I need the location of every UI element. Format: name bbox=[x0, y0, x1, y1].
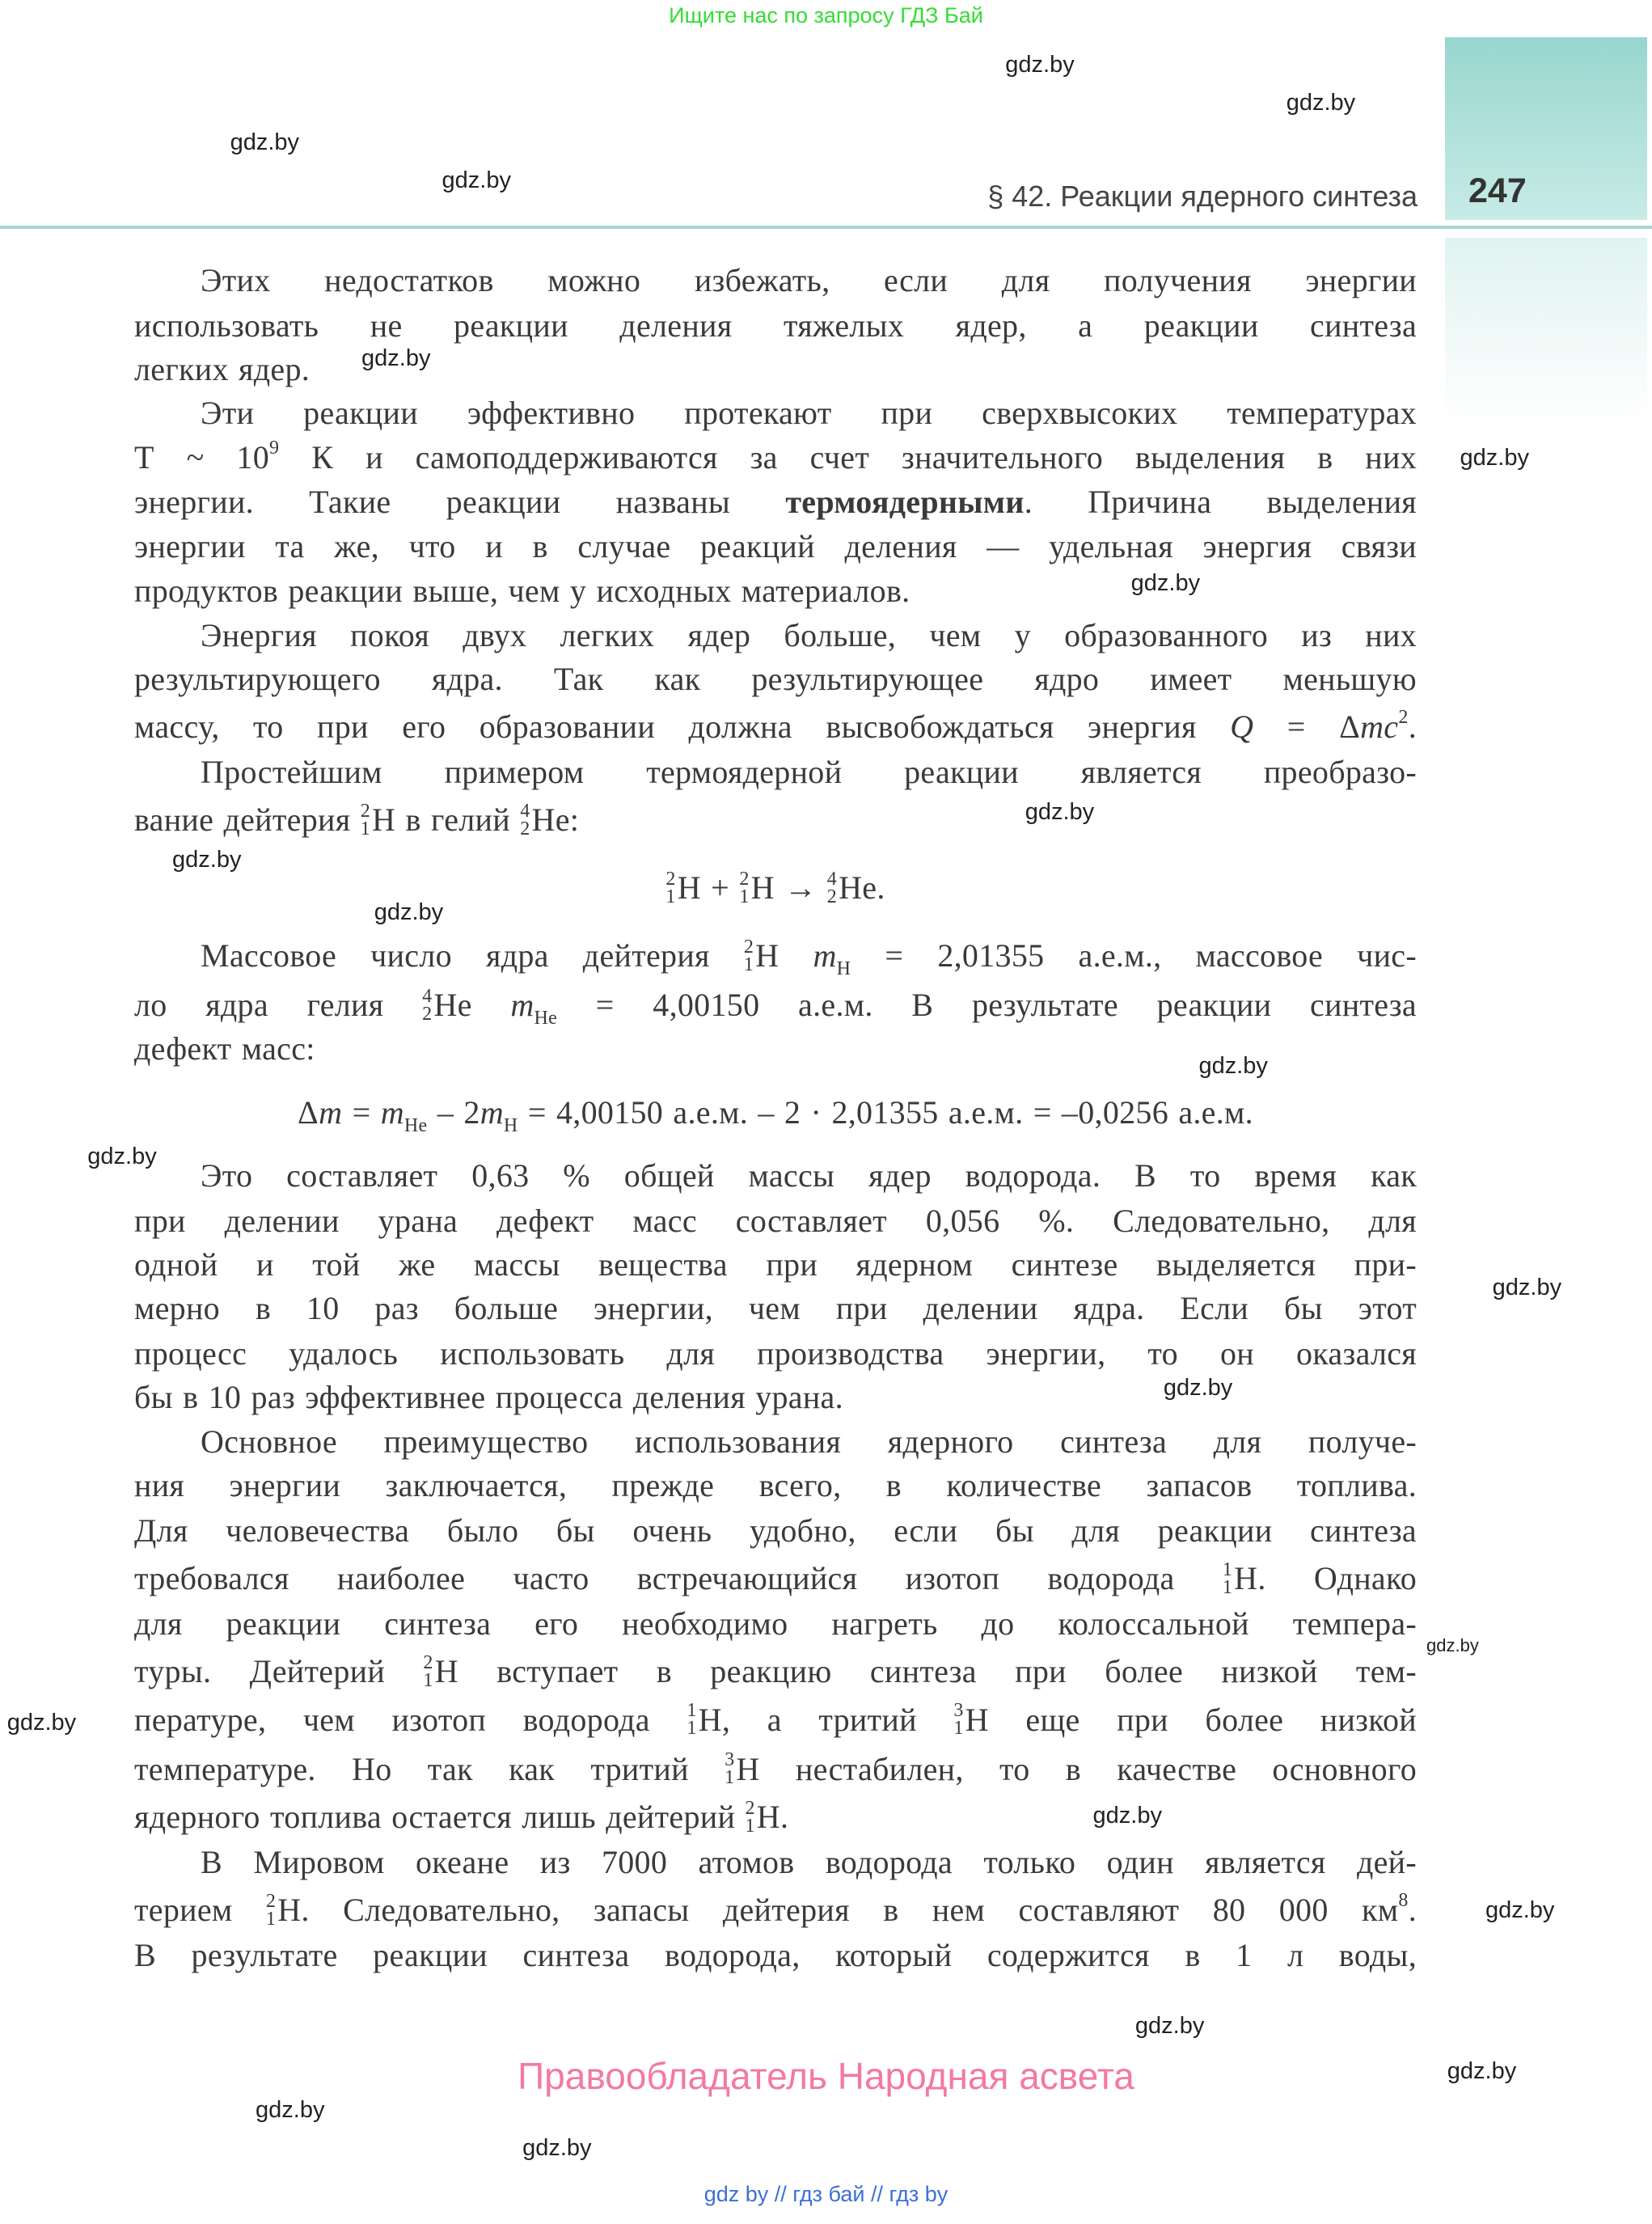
text-run: Массовое число ядра дейтерия bbox=[201, 937, 744, 974]
nuclide-numbers bbox=[744, 938, 754, 974]
text-line bbox=[134, 1888, 1417, 1933]
text-run: легких ядер. bbox=[134, 351, 311, 388]
atomic-number: 2 bbox=[520, 818, 530, 840]
text-run: вступает в реакцию синтеза при более низкой тем- bbox=[458, 1653, 1417, 1690]
nuclide-numbers bbox=[1222, 1558, 1233, 1598]
nuclide-symbol bbox=[361, 797, 396, 843]
nuclide-numbers bbox=[361, 802, 370, 838]
math-variable: m bbox=[380, 1093, 404, 1131]
text-line bbox=[134, 1419, 1417, 1465]
text-line bbox=[134, 1199, 1417, 1244]
nuclide-numbers bbox=[665, 870, 675, 906]
element-symbol: H bbox=[756, 1799, 780, 1836]
watermark: gdz.by bbox=[1005, 52, 1075, 78]
text-line bbox=[134, 569, 1417, 614]
text-line bbox=[134, 1649, 1417, 1694]
text-run: = 4,00150 а.е.м. – 2 · 2,01355 а.е.м. = –0,0256 а.е.м. bbox=[518, 1093, 1253, 1131]
mass-number: 4 bbox=[422, 985, 433, 1007]
text-run: = Δ bbox=[1253, 708, 1361, 745]
text-run: + bbox=[700, 869, 740, 907]
text-line bbox=[134, 1747, 1417, 1792]
superscript: 2 bbox=[1398, 707, 1409, 728]
math-variable: m bbox=[510, 987, 534, 1023]
mass-number: 2 bbox=[423, 1652, 433, 1673]
watermark: gdz.by bbox=[1485, 1897, 1555, 1924]
atomic-number: 1 bbox=[743, 953, 754, 975]
text-line bbox=[134, 704, 1417, 750]
text-line bbox=[134, 933, 1417, 979]
subscript: He bbox=[534, 1008, 558, 1029]
text-run: Для человечества было бы очень удобно, если бы для реакции синтеза bbox=[134, 1512, 1417, 1549]
mass-number: 2 bbox=[739, 868, 750, 890]
text-run: : bbox=[569, 801, 580, 839]
nuclide-symbol bbox=[423, 1649, 458, 1694]
nuclide-symbol bbox=[744, 933, 780, 979]
text-run: ния энергии заключается, прежде всего, в количестве запасов топлива. bbox=[134, 1466, 1417, 1503]
equation bbox=[134, 865, 1417, 911]
text-run: пературе, чем изотоп водорода bbox=[134, 1701, 687, 1738]
text-line bbox=[134, 1556, 1417, 1601]
nuclide-symbol bbox=[687, 1698, 722, 1743]
text-run: Это составляет 0,63 % общей массы ядер водорода. В то время как bbox=[201, 1157, 1417, 1194]
math-variable: m bbox=[480, 1093, 504, 1131]
page-number: 247 bbox=[1468, 171, 1527, 210]
text-run: при делении урана дефект масс составляет 0,056 %. Следовательно, для bbox=[134, 1203, 1417, 1240]
text-run: Простейшим примером термоядерной реакции является преобразо- bbox=[201, 753, 1417, 790]
element-symbol: H bbox=[755, 937, 780, 974]
math-variable: Q bbox=[1230, 708, 1254, 745]
element-symbol: H bbox=[698, 1701, 722, 1738]
text-run: массу, то при его образовании должна высвобождаться энергия bbox=[134, 708, 1231, 745]
text-run: В Мировом океане из 7000 атомов водорода только один является дей- bbox=[201, 1843, 1417, 1880]
equation bbox=[134, 1090, 1417, 1135]
superscript: 9 bbox=[269, 437, 280, 459]
text-run bbox=[472, 987, 511, 1023]
nuclide-numbers bbox=[745, 1799, 754, 1835]
atomic-number: 1 bbox=[687, 1718, 697, 1740]
element-symbol: H bbox=[277, 1892, 302, 1929]
text-run: температуре. Но так как тритий bbox=[134, 1750, 725, 1787]
watermark: gdz.by bbox=[1163, 1375, 1233, 1402]
text-run: результирующего ядра. Так как результирующее ядро имеет меньшую bbox=[134, 660, 1417, 697]
text-run: К и самоподдерживаются за счет значительного выделения в них bbox=[279, 438, 1418, 476]
nuclide-numbers bbox=[266, 1892, 276, 1928]
text-line bbox=[134, 750, 1417, 795]
mass-number: 4 bbox=[826, 868, 838, 890]
atomic-number: 1 bbox=[265, 1909, 277, 1930]
nuclide-numbers bbox=[423, 1654, 433, 1689]
text-run: продуктов реакции выше, чем у исходных материалов. bbox=[134, 573, 911, 610]
mass-number: 4 bbox=[520, 801, 530, 822]
nuclide-symbol bbox=[422, 983, 472, 1028]
text-line bbox=[134, 391, 1417, 436]
watermark: gdz.by bbox=[256, 2096, 325, 2123]
text-line bbox=[134, 1508, 1417, 1554]
text-run: = bbox=[342, 1093, 381, 1131]
nuclide-symbol bbox=[953, 1698, 989, 1743]
bold-term: термоядерными bbox=[785, 484, 1025, 521]
text-line bbox=[134, 1463, 1417, 1508]
running-title: § 42. Реакции ядерного синтеза bbox=[987, 180, 1418, 213]
text-run: бы в 10 раз эффективнее процесса деления урана. bbox=[134, 1379, 843, 1416]
text-run: , а тритий bbox=[721, 1701, 954, 1738]
text-line bbox=[134, 1840, 1417, 1885]
text-line bbox=[134, 657, 1417, 702]
text-line bbox=[134, 303, 1417, 349]
text-line bbox=[134, 1331, 1417, 1376]
watermark: gdz.by bbox=[1286, 90, 1356, 116]
text-run: = 4,00150 а.е.м. В результате реакции синтеза bbox=[557, 987, 1417, 1023]
text-run: терием bbox=[134, 1892, 266, 1929]
nuclide-symbol bbox=[827, 865, 877, 911]
atomic-number: 1 bbox=[665, 886, 676, 907]
watermark: gdz.by bbox=[1460, 444, 1529, 471]
margin-decoration bbox=[1445, 238, 1647, 424]
math-variable: mc bbox=[1360, 708, 1399, 745]
text-run: . Однако bbox=[1257, 1559, 1417, 1596]
atomic-number: 1 bbox=[725, 1767, 735, 1789]
watermark: gdz.by bbox=[1198, 1053, 1268, 1080]
nuclide-symbol bbox=[725, 1747, 760, 1792]
text-run: . Следовательно, запасы дейтерия в нем составляют 80 000 км bbox=[301, 1892, 1399, 1929]
text-line bbox=[134, 613, 1417, 658]
element-symbol: H bbox=[434, 1653, 458, 1690]
text-line bbox=[134, 1242, 1417, 1287]
watermark: gdz.by bbox=[1092, 1803, 1162, 1829]
text-run: еще при более низкой bbox=[988, 1701, 1417, 1738]
element-symbol: H bbox=[965, 1701, 989, 1738]
text-run bbox=[779, 937, 813, 974]
element-symbol: He bbox=[839, 869, 877, 907]
text-run: использовать не реакции деления тяжелых ядер, а реакции синтеза bbox=[134, 307, 1417, 345]
nuclide-symbol bbox=[745, 1795, 780, 1840]
text-run: Δ bbox=[298, 1093, 319, 1131]
text-run: мерно в 10 раз больше энергии, чем при делении ядра. Если бы этот bbox=[134, 1290, 1417, 1327]
text-line bbox=[134, 797, 1417, 843]
text-run: энергии. Такие реакции названы bbox=[134, 484, 786, 521]
mass-number: 2 bbox=[743, 936, 754, 958]
text-line bbox=[134, 480, 1417, 525]
element-symbol: He bbox=[433, 987, 472, 1023]
atomic-number: 2 bbox=[422, 1003, 433, 1025]
text-run: для реакции синтеза его необходимо нагреть до колоссальной темпера- bbox=[134, 1605, 1417, 1642]
nuclide-numbers bbox=[725, 1749, 735, 1789]
text-line bbox=[134, 258, 1417, 303]
text-run: – 2 bbox=[427, 1093, 480, 1131]
text-run: Этих недостатков можно избежать, если для получения энергии bbox=[201, 262, 1417, 299]
watermark: gdz.by bbox=[374, 898, 444, 925]
mass-number: 3 bbox=[953, 1700, 964, 1722]
watermark: gdz.by bbox=[172, 847, 242, 873]
text-run: Энергия покоя двух легких ядер больше, чем у образованного из них bbox=[201, 616, 1417, 653]
math-variable: m bbox=[319, 1093, 343, 1131]
text-run: одной и той же массы вещества при ядерном синтезе выделяется при- bbox=[134, 1246, 1417, 1283]
watermark: gdz.by bbox=[442, 167, 511, 194]
atomic-number: 2 bbox=[826, 886, 838, 907]
watermark: gdz.by bbox=[1025, 798, 1095, 825]
text-run: = 2,01355 а.е.м., массовое чис- bbox=[851, 937, 1417, 974]
text-run: Эти реакции эффективно протекают при сверхвысоких температурах bbox=[201, 395, 1417, 432]
watermark: gdz.by bbox=[1447, 2058, 1517, 2085]
superscript: 8 bbox=[1398, 1890, 1409, 1912]
subscript: H bbox=[836, 958, 851, 979]
nuclide-numbers bbox=[827, 870, 837, 906]
text-run: туры. Дейтерий bbox=[134, 1653, 424, 1690]
text-run: ядерного топлива остается лишь дейтерий bbox=[134, 1799, 746, 1836]
text-run: Основное преимущество использования ядерного синтеза для получе- bbox=[201, 1423, 1417, 1460]
text-line bbox=[134, 524, 1417, 569]
watermark: gdz.by bbox=[1492, 1275, 1562, 1301]
copyright-footer: Правообладатель Народная асвета bbox=[518, 2055, 1134, 2097]
footer-links[interactable]: gdz by // гдз бай // гдз by bbox=[703, 2182, 949, 2206]
mass-number: 3 bbox=[725, 1749, 735, 1771]
search-banner: Ищите нас по запросу ГДЗ Бай bbox=[669, 3, 983, 27]
element-symbol: H bbox=[736, 1750, 760, 1787]
element-symbol: He bbox=[531, 801, 570, 839]
text-line bbox=[134, 435, 1417, 480]
text-run: ло ядра гелия bbox=[134, 987, 423, 1023]
text-run: . bbox=[1408, 1892, 1417, 1929]
header-divider bbox=[0, 226, 1652, 229]
text-run: процесс удалось использовать для производства энергии, то он оказался bbox=[134, 1335, 1417, 1372]
watermark: gdz.by bbox=[1134, 2013, 1205, 2040]
nuclide-symbol bbox=[520, 797, 570, 843]
atomic-number: 1 bbox=[745, 1815, 755, 1837]
text-line bbox=[134, 1286, 1417, 1331]
watermark: gdz.by bbox=[522, 2134, 592, 2161]
text-run: . Причина выделения bbox=[1024, 484, 1417, 521]
text-run: нестабилен, то в качестве основного bbox=[759, 1750, 1417, 1787]
element-symbol: H bbox=[372, 801, 396, 839]
mass-number: 1 bbox=[687, 1700, 697, 1722]
mass-number: 1 bbox=[1222, 1558, 1233, 1580]
watermark: gdz.by bbox=[6, 1710, 77, 1736]
nuclide-symbol bbox=[739, 865, 775, 911]
nuclide-numbers bbox=[687, 1700, 697, 1740]
text-line bbox=[134, 1698, 1417, 1743]
text-line bbox=[134, 1153, 1417, 1199]
mass-number: 2 bbox=[360, 801, 371, 822]
atomic-number: 1 bbox=[1222, 1576, 1233, 1598]
element-symbol: H bbox=[1234, 1559, 1258, 1596]
atomic-number: 1 bbox=[423, 1670, 433, 1691]
atomic-number: 1 bbox=[953, 1718, 964, 1740]
mass-number: 2 bbox=[665, 868, 676, 890]
text-run: вание дейтерия bbox=[134, 801, 361, 839]
text-run: . bbox=[877, 869, 885, 907]
text-run: В результате реакции синтеза водорода, который содержится в 1 л воды, bbox=[134, 1937, 1417, 1974]
text-run: в гелий bbox=[395, 801, 521, 839]
text-line bbox=[134, 1933, 1417, 1978]
watermark: gdz.by bbox=[361, 345, 431, 372]
watermark: gdz.by bbox=[230, 129, 300, 156]
mass-number: 2 bbox=[265, 1891, 277, 1913]
watermark: gdz.by bbox=[1426, 1634, 1479, 1655]
subscript: H bbox=[503, 1114, 518, 1136]
atomic-number: 1 bbox=[360, 818, 371, 840]
watermark: gdz.by bbox=[87, 1143, 157, 1169]
subscript: He bbox=[403, 1114, 428, 1136]
text-line bbox=[134, 1795, 1417, 1840]
nuclide-symbol bbox=[266, 1888, 302, 1933]
text-run: требовался наиболее часто встречающийся изотоп водорода bbox=[134, 1559, 1223, 1596]
watermark: gdz.by bbox=[1130, 569, 1201, 596]
text-line bbox=[134, 347, 1417, 392]
nuclide-symbol bbox=[665, 865, 701, 911]
math-variable: m bbox=[813, 937, 837, 974]
mass-number: 2 bbox=[745, 1797, 755, 1819]
text-run: дефект масс: bbox=[134, 1030, 315, 1068]
nuclide-numbers bbox=[520, 802, 530, 838]
nuclide-numbers bbox=[422, 987, 432, 1023]
atomic-number: 1 bbox=[739, 886, 750, 907]
nuclide-numbers bbox=[739, 870, 749, 906]
text-run: → bbox=[774, 869, 827, 907]
nuclide-numbers bbox=[953, 1700, 964, 1740]
element-symbol: H bbox=[750, 869, 775, 907]
text-run: . bbox=[1408, 708, 1417, 745]
text-line bbox=[134, 1601, 1417, 1647]
text-run: Т ~ 10 bbox=[134, 438, 270, 476]
text-run: . bbox=[780, 1799, 789, 1836]
text-line bbox=[134, 983, 1417, 1028]
nuclide-symbol bbox=[1223, 1556, 1258, 1601]
element-symbol: H bbox=[677, 869, 701, 907]
text-run: энергии та же, что и в случае реакций деления — удельная энергия связи bbox=[134, 527, 1417, 564]
